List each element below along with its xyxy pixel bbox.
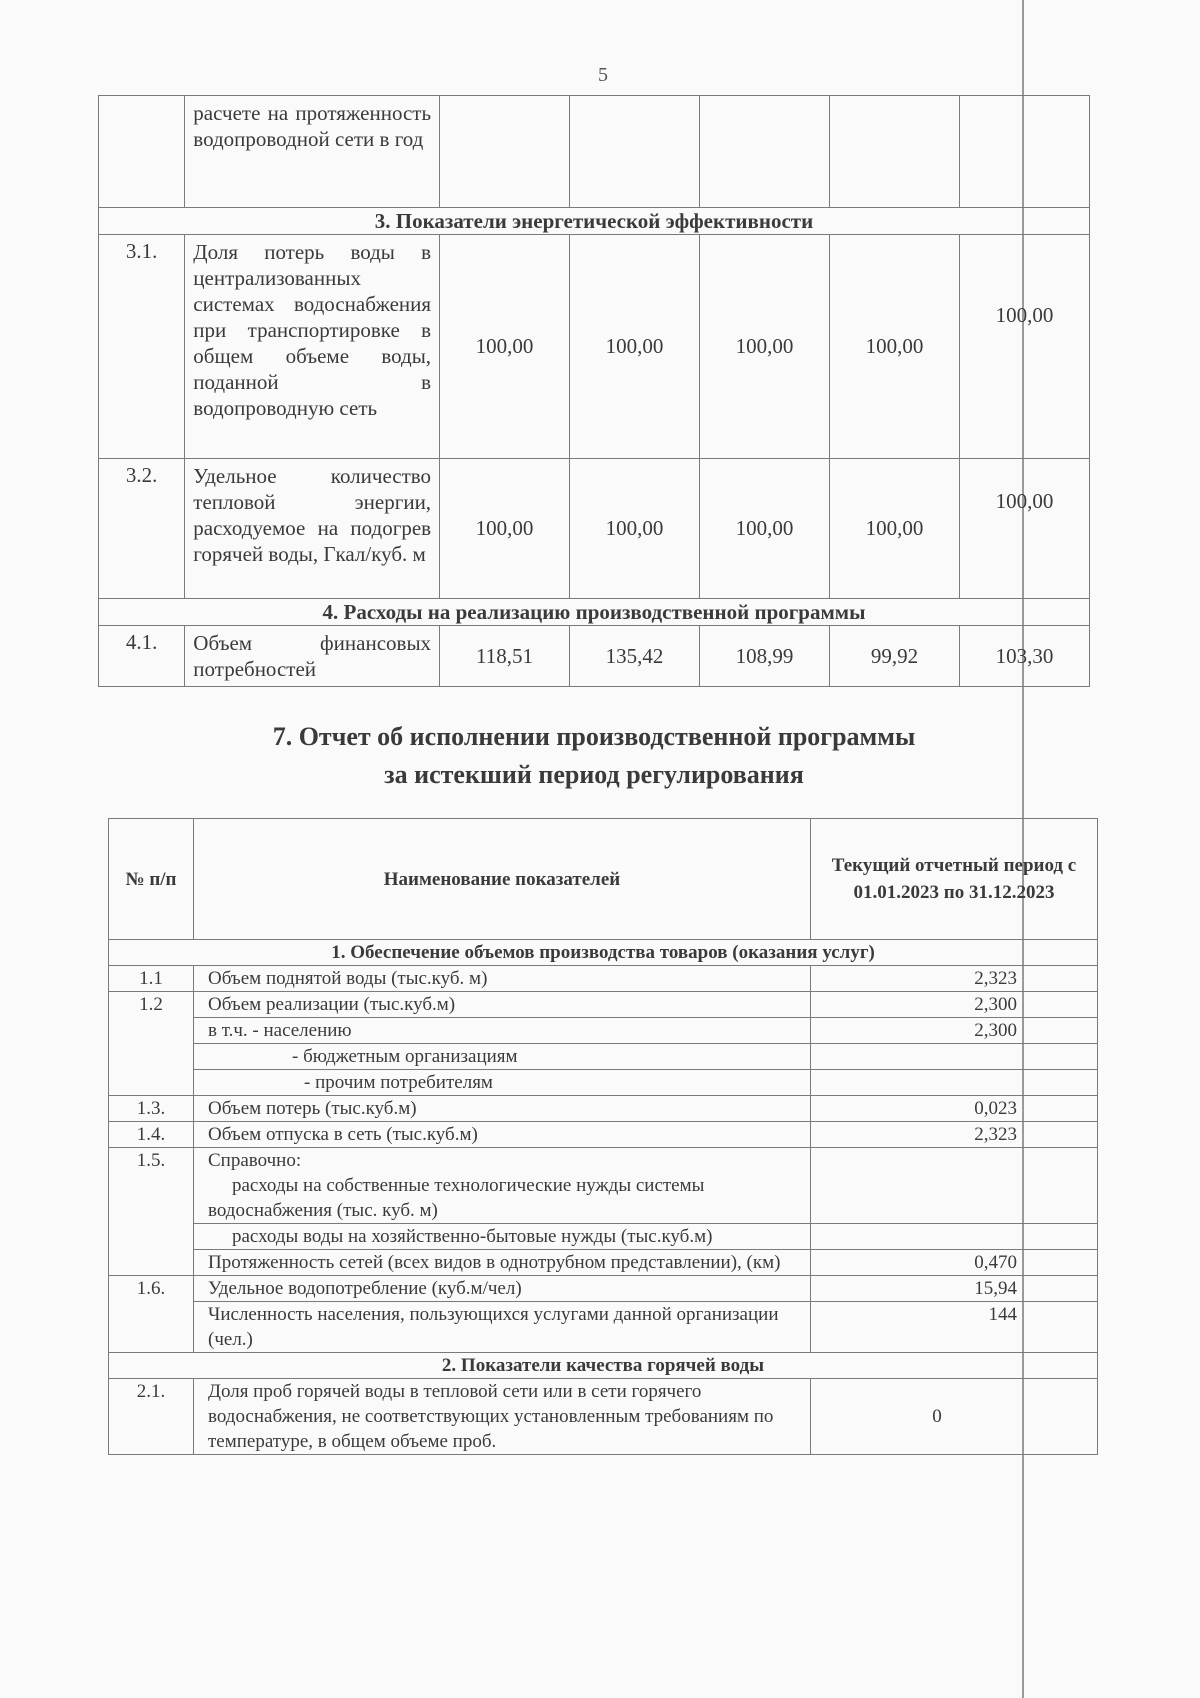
row-number: 1.4. <box>109 1122 194 1148</box>
reference-text: расходы на собственные технологические нужды системы водоснабжения (тыс. куб. м) <box>208 1175 705 1221</box>
table-row <box>99 235 1090 459</box>
value-cell: 103,30 <box>959 626 1089 687</box>
row-name: - прочим потребителям <box>194 1070 811 1096</box>
table-row <box>109 1250 1098 1276</box>
value-cell: 100,00 <box>700 235 830 459</box>
table-row <box>109 1096 1098 1122</box>
row-number: 2.1. <box>109 1379 194 1455</box>
table-row <box>109 1379 1098 1455</box>
value-cell: 2,300 <box>811 1018 1098 1044</box>
section-title: 2. Показатели качества горячей воды <box>109 1353 1098 1379</box>
table-row <box>109 1018 1098 1044</box>
value-cell: 100,00 <box>570 235 700 459</box>
value-cell: 118,51 <box>440 626 570 687</box>
value-cell: 100,00 <box>700 459 830 599</box>
row-name <box>194 1148 811 1224</box>
page-number: 5 <box>598 64 608 86</box>
header-num: № п/п <box>109 819 194 940</box>
row-name: Объем отпуска в сеть (тыс.куб.м) <box>194 1122 811 1148</box>
table-row <box>109 1044 1098 1070</box>
value-cell: 135,42 <box>570 626 700 687</box>
value-cell: 0,023 <box>811 1096 1098 1122</box>
table-row <box>109 992 1098 1018</box>
value-cell: 100,00 <box>440 459 570 599</box>
indicators-table-continued <box>98 95 1090 687</box>
header-row <box>109 819 1098 940</box>
section-row <box>99 208 1090 235</box>
row-name: Объем поднятой воды (тыс.куб. м) <box>194 966 811 992</box>
section-row <box>109 940 1098 966</box>
row-name: расчете на протяженность водопроводной сети в год <box>185 96 440 208</box>
header-name: Наименование показателей <box>194 819 811 940</box>
row-number: 1.1 <box>109 966 194 992</box>
row-name: Объем финансовых потребностей <box>185 626 440 687</box>
value-cell: 100,00 <box>440 235 570 459</box>
report-title-line2: за истекший период регулирования <box>384 760 804 789</box>
value-cell: 2,300 <box>811 992 1098 1018</box>
table-row <box>109 1148 1098 1224</box>
row-name: Численность населения, пользующихся услугами данной организации (чел.) <box>194 1302 811 1353</box>
value-cell: 99,92 <box>829 626 959 687</box>
program-report-table <box>108 818 1098 1455</box>
section-row <box>99 599 1090 626</box>
row-number: 1.2 <box>109 992 194 1096</box>
value-cell <box>811 1148 1098 1224</box>
report-title <box>98 718 1090 794</box>
table-row <box>109 1224 1098 1250</box>
row-name: Доля проб горячей воды в тепловой сети или в сети горячего водоснабжения, не соответствующих установленным требованиям по температуре, в общем объеме проб. <box>194 1379 811 1455</box>
table-row <box>99 459 1090 599</box>
row-name: Протяженность сетей (всех видов в однотрубном представлении), (км) <box>194 1250 811 1276</box>
value-cell: 0 <box>811 1379 1098 1455</box>
table-row <box>99 96 1090 208</box>
row-number: 1.6. <box>109 1276 194 1353</box>
row-name: - бюджетным организациям <box>194 1044 811 1070</box>
row-number: 3.2. <box>99 459 185 599</box>
value-cell: 15,94 <box>811 1276 1098 1302</box>
table-row <box>99 626 1090 687</box>
value-cell: 108,99 <box>700 626 830 687</box>
value-cell: 2,323 <box>811 1122 1098 1148</box>
row-name: Удельное водопотребление (куб.м/чел) <box>194 1276 811 1302</box>
value-cell: 100,00 <box>959 459 1089 599</box>
row-name: Объем реализации (тыс.куб.м) <box>194 992 811 1018</box>
section-row <box>109 1353 1098 1379</box>
table-row <box>109 1276 1098 1302</box>
value-cell: 100,00 <box>829 459 959 599</box>
value-cell <box>811 1224 1098 1250</box>
row-number: 1.3. <box>109 1096 194 1122</box>
table-row <box>109 1122 1098 1148</box>
value-cell: 2,323 <box>811 966 1098 992</box>
row-name: в т.ч. - населению <box>194 1018 811 1044</box>
row-number: 4.1. <box>99 626 185 687</box>
table-row <box>109 966 1098 992</box>
value-cell <box>811 1070 1098 1096</box>
row-name: расходы воды на хозяйственно-бытовые нужды (тыс.куб.м) <box>194 1224 811 1250</box>
row-name: Удельное количество тепловой энергии, расходуемое на подогрев горячей воды, Гкал/куб. м <box>185 459 440 599</box>
section-title: 4. Расходы на реализацию производственной программы <box>99 599 1090 626</box>
row-number: 3.1. <box>99 235 185 459</box>
value-cell: 0,470 <box>811 1250 1098 1276</box>
row-number <box>99 96 185 208</box>
row-name: Объем потерь (тыс.куб.м) <box>194 1096 811 1122</box>
table-row <box>109 1302 1098 1353</box>
row-name: Доля потерь воды в централизованных системах водоснабжения при транспортировке в общем объеме воды, поданной в водопроводную сеть <box>185 235 440 459</box>
reference-label: Справочно: <box>208 1150 302 1171</box>
value-cell <box>811 1044 1098 1070</box>
row-number: 1.5. <box>109 1148 194 1276</box>
section-title: 3. Показатели энергетической эффективности <box>99 208 1090 235</box>
value-cell: 100,00 <box>959 235 1089 459</box>
value-cell: 100,00 <box>570 459 700 599</box>
header-period: Текущий отчетный период с 01.01.2023 по 31.12.2023 <box>811 819 1098 940</box>
section-title: 1. Обеспечение объемов производства товаров (оказания услуг) <box>109 940 1098 966</box>
table-row <box>109 1070 1098 1096</box>
value-cell: 144 <box>811 1302 1098 1353</box>
value-cell: 100,00 <box>829 235 959 459</box>
report-title-line1: 7. Отчет об исполнении производственной программы <box>272 722 916 751</box>
